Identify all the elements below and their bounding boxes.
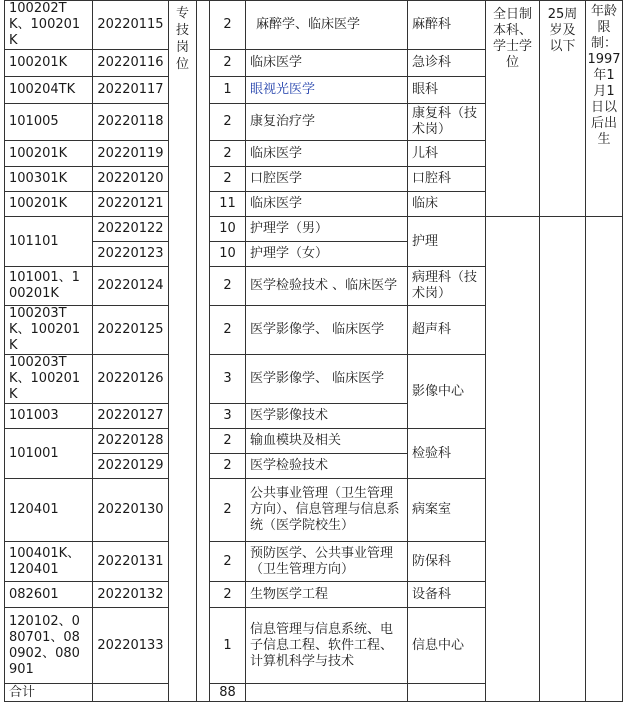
post-code-cell: 20220122 xyxy=(93,217,169,242)
dept-cell: 超声科 xyxy=(408,306,486,355)
major-name-cell: 公共事业管理（卫生管理方向）、信息管理与信息系统（医学院校生） xyxy=(246,479,408,542)
major-code-cell: 120102、080701、080902、080901 xyxy=(5,608,93,684)
post-code-cell: 20220124 xyxy=(93,267,169,306)
count-cell: 10 xyxy=(210,242,246,267)
major-name-cell: 输血模块及相关 xyxy=(246,429,408,454)
count-cell: 11 xyxy=(210,192,246,217)
count-cell: 2 xyxy=(210,542,246,582)
major-code-cell: 100203TK、100201K xyxy=(5,355,93,404)
count-cell: 2 xyxy=(210,50,246,77)
major-name-cell: 医学影像学、 临床医学 xyxy=(246,355,408,404)
total-count: 88 xyxy=(210,684,246,702)
dept-cell: 检验科 xyxy=(408,429,486,479)
count-cell: 2 xyxy=(210,454,246,479)
count-cell: 3 xyxy=(210,404,246,429)
post-code-cell: 20220117 xyxy=(93,77,169,104)
total-empty-cell xyxy=(93,684,169,702)
post-code-cell: 20220116 xyxy=(93,50,169,77)
post-code-cell: 20220119 xyxy=(93,141,169,167)
major-name-cell: 康复治疗学 xyxy=(246,104,408,141)
count-cell: 3 xyxy=(210,355,246,404)
major-code-cell: 101005 xyxy=(5,104,93,141)
count-cell: 2 xyxy=(210,306,246,355)
blank-column xyxy=(197,1,210,702)
recruitment-table xyxy=(4,0,623,702)
dept-cell: 病案室 xyxy=(408,479,486,542)
count-cell: 2 xyxy=(210,479,246,542)
table-row xyxy=(5,217,623,242)
major-code-cell: 120401 xyxy=(5,479,93,542)
count-cell: 2 xyxy=(210,1,246,50)
dept-cell: 麻醉科 xyxy=(408,1,486,50)
post-code-cell: 20220126 xyxy=(93,355,169,404)
major-name-cell: 信息管理与信息系统、电子信息工程、软件工程、计算机科学与技术 xyxy=(246,608,408,684)
post-code-cell: 20220128 xyxy=(93,429,169,454)
blank-age-cell xyxy=(540,217,586,702)
major-code-cell: 100201K xyxy=(5,50,93,77)
total-label: 合计 xyxy=(5,684,93,702)
major-name-cell: 临床医学 xyxy=(246,141,408,167)
post-code-cell: 20220121 xyxy=(93,192,169,217)
count-cell: 2 xyxy=(210,582,246,608)
post-code-cell: 20220127 xyxy=(93,404,169,429)
education-cell: 全日制本科、学士学位 xyxy=(486,1,540,217)
major-name-cell: 护理学（男） xyxy=(246,217,408,242)
count-cell: 2 xyxy=(210,104,246,141)
dept-cell: 影像中心 xyxy=(408,355,486,429)
major-name-cell: 预防医学、公共事业管理（卫生管理方向） xyxy=(246,542,408,582)
major-name-cell: 麻醉学、临床医学 xyxy=(246,1,408,50)
total-empty-cell xyxy=(408,684,486,702)
blank-other-cell xyxy=(586,217,623,702)
total-empty-cell xyxy=(246,684,408,702)
count-cell: 1 xyxy=(210,77,246,104)
post-code-cell: 20220115 xyxy=(93,1,169,50)
post-type-cell: 专技岗位 xyxy=(169,1,197,702)
major-name-cell: 医学影像学、 临床医学 xyxy=(246,306,408,355)
major-name-cell: 医学影像技术 xyxy=(246,404,408,429)
major-code-cell: 100202TK、100201K xyxy=(5,1,93,50)
post-code-cell: 20220120 xyxy=(93,167,169,192)
count-cell: 2 xyxy=(210,429,246,454)
major-code-cell: 100301K xyxy=(5,167,93,192)
major-name-cell: 口腔医学 xyxy=(246,167,408,192)
dept-cell: 病理科（技术岗） xyxy=(408,267,486,306)
major-name-cell: 生物医学工程 xyxy=(246,582,408,608)
count-cell: 2 xyxy=(210,141,246,167)
major-name-cell: 医学检验技术 、临床医学 xyxy=(246,267,408,306)
major-code-cell: 101101 xyxy=(5,217,93,267)
dept-cell: 护理 xyxy=(408,217,486,267)
major-name-cell: 临床医学 xyxy=(246,50,408,77)
post-code-cell: 20220125 xyxy=(93,306,169,355)
major-code-cell: 082601 xyxy=(5,582,93,608)
blank-education-cell xyxy=(486,217,540,702)
post-code-cell: 20220123 xyxy=(93,242,169,267)
dept-cell: 信息中心 xyxy=(408,608,486,684)
post-code-cell: 20220131 xyxy=(93,542,169,582)
major-code-cell: 100201K xyxy=(5,141,93,167)
dept-cell: 急诊科 xyxy=(408,50,486,77)
dept-cell: 口腔科 xyxy=(408,167,486,192)
dept-cell: 设备科 xyxy=(408,582,486,608)
post-code-cell: 20220118 xyxy=(93,104,169,141)
major-name-cell: 医学检验技术 xyxy=(246,454,408,479)
post-code-cell: 20220129 xyxy=(93,454,169,479)
dept-cell: 眼科 xyxy=(408,77,486,104)
dept-cell: 防保科 xyxy=(408,542,486,582)
major-code-cell: 101001、100201K xyxy=(5,267,93,306)
major-code-cell: 100203TK、100201K xyxy=(5,306,93,355)
count-cell: 2 xyxy=(210,167,246,192)
major-code-cell: 101001 xyxy=(5,429,93,479)
major-code-cell: 101003 xyxy=(5,404,93,429)
other-cell: 年龄限制：1997年1月1日以后出生 xyxy=(586,1,623,217)
major-name-cell: 护理学（女） xyxy=(246,242,408,267)
post-code-cell: 20220130 xyxy=(93,479,169,542)
dept-cell: 儿科 xyxy=(408,141,486,167)
major-code-cell: 100401K、120401 xyxy=(5,542,93,582)
count-cell: 10 xyxy=(210,217,246,242)
age-cell: 25周岁及以下 xyxy=(540,1,586,217)
major-name-cell: 临床医学 xyxy=(246,192,408,217)
dept-cell: 康复科（技术岗） xyxy=(408,104,486,141)
post-code-cell: 20220132 xyxy=(93,582,169,608)
post-code-cell: 20220133 xyxy=(93,608,169,684)
table-row xyxy=(5,1,623,50)
dept-cell: 临床 xyxy=(408,192,486,217)
major-code-cell: 100204TK xyxy=(5,77,93,104)
major-name-cell: 眼视光医学 xyxy=(246,77,408,104)
count-cell: 1 xyxy=(210,608,246,684)
count-cell: 2 xyxy=(210,267,246,306)
major-code-cell: 100201K xyxy=(5,192,93,217)
